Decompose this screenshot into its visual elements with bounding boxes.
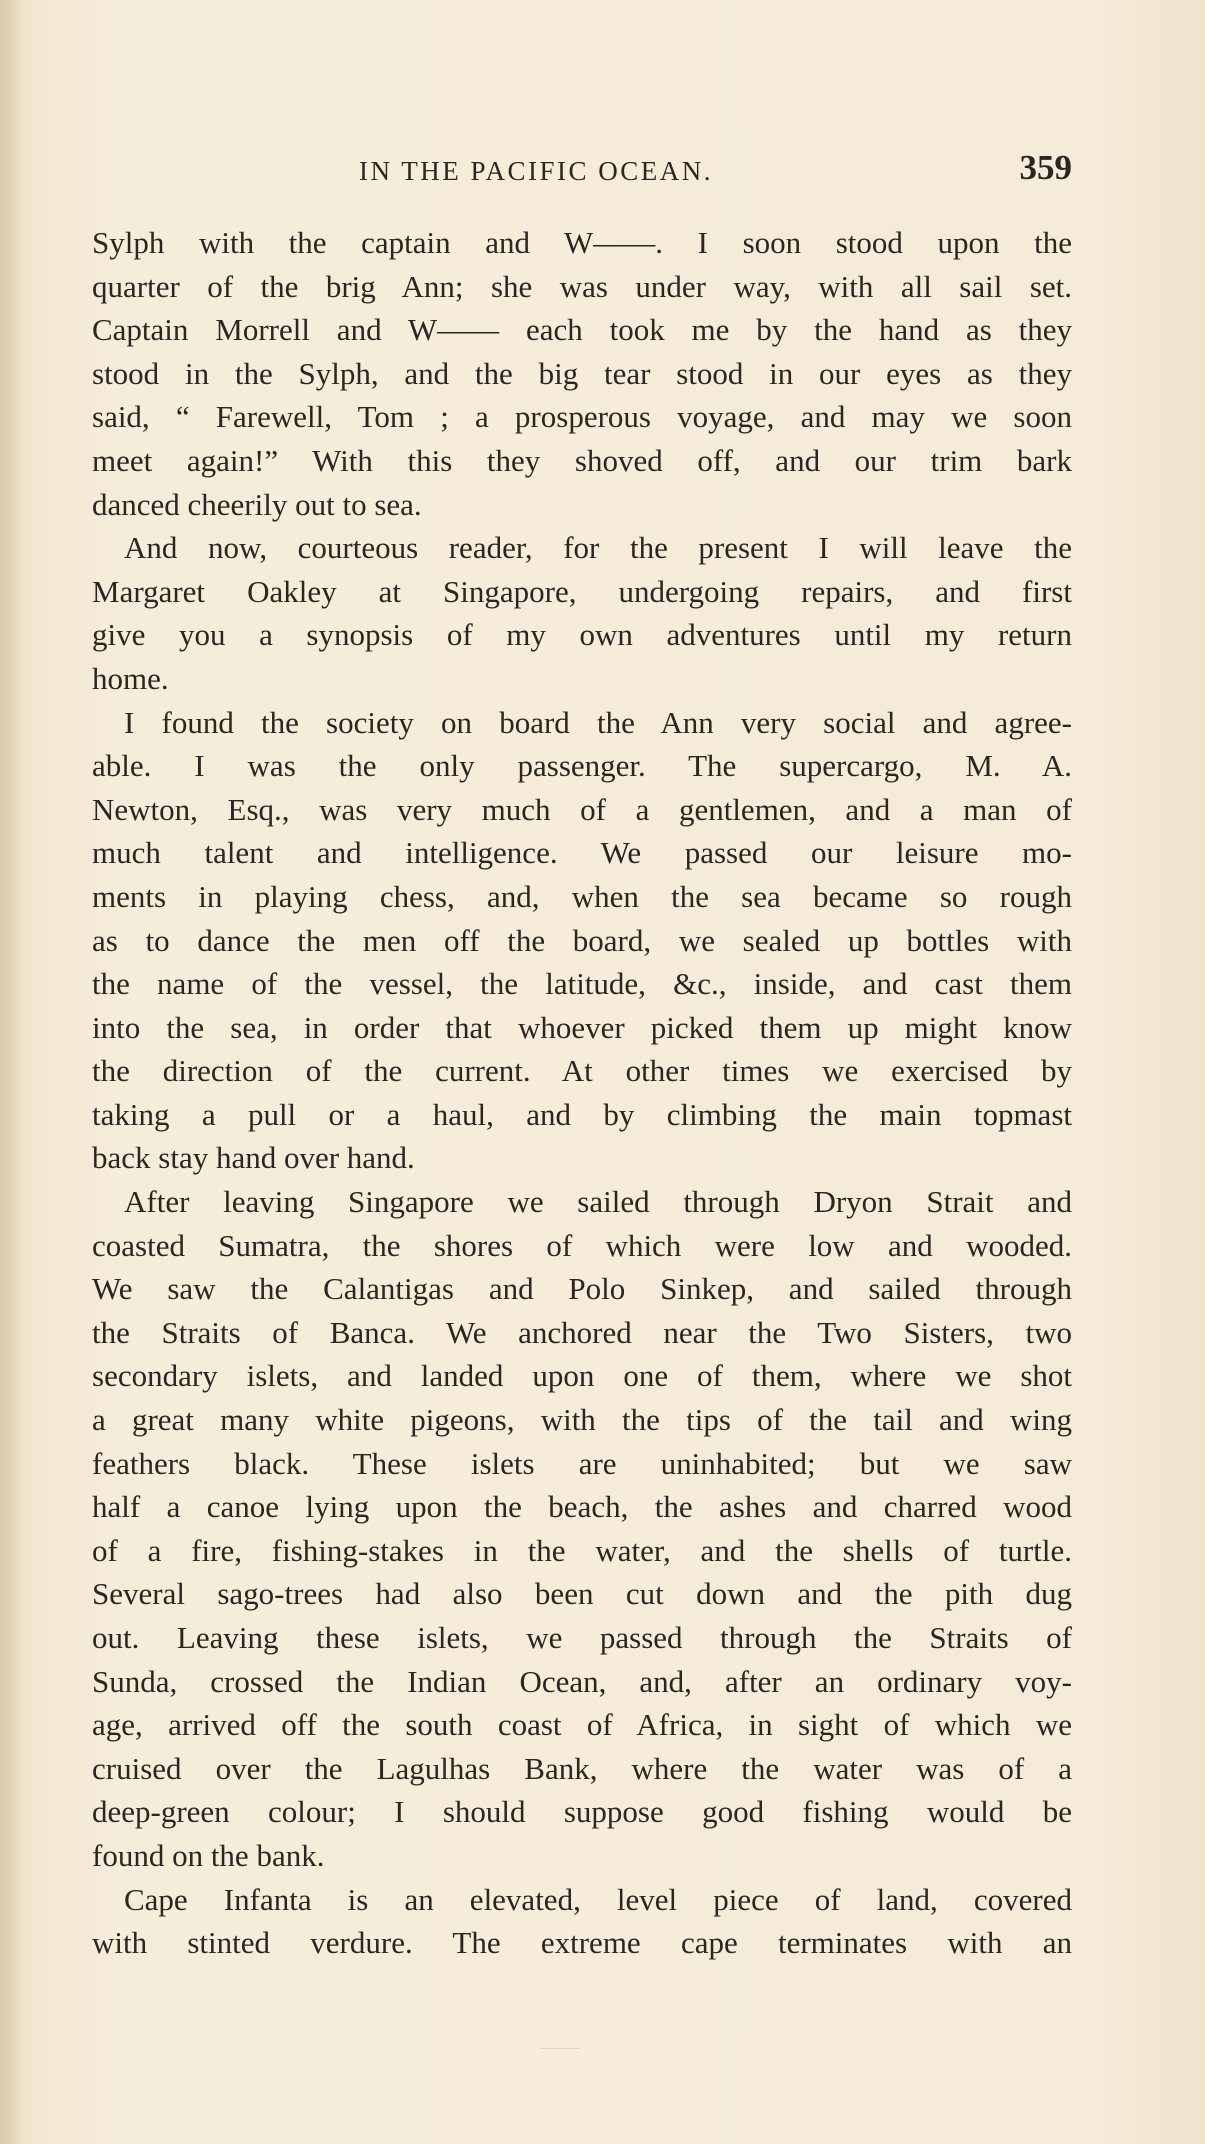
text-line: the Straits of Banca. We anchored near the Two Sisters, two <box>92 1314 1072 1350</box>
text-line: home. <box>92 660 169 696</box>
text-line: of a fire, fishing-stakes in the water, and the shells of turtle. <box>92 1532 1072 1568</box>
text-line: deep-green colour; I should suppose good fishing would be <box>92 1794 1072 1830</box>
text-line: feathers black. These islets are uninhabited; but we saw <box>92 1445 1072 1481</box>
text-line: Captain Morrell and W—— each took me by the hand as they <box>92 312 1072 348</box>
running-title: IN THE PACIFIC OCEAN. <box>358 156 714 186</box>
text-line: as to dance the men off the board, we sealed up bottles with <box>92 922 1072 958</box>
text-line: taking a pull or a haul, and by climbing the main topmast <box>92 1096 1072 1132</box>
text-line: the direction of the current. At other times we exercised by <box>92 1053 1072 1089</box>
text-line: coasted Sumatra, the shores of which were low and wooded. <box>92 1227 1072 1263</box>
text-line: a great many white pigeons, with the tips of the tail and wing <box>92 1402 1072 1438</box>
text-line: Margaret Oakley at Singapore, undergoing repairs, and first <box>92 573 1072 609</box>
text-line: into the sea, in order that whoever picked them up might know <box>92 1009 1072 1045</box>
text-line: Sunda, crossed the Indian Ocean, and, after an ordinary voy- <box>92 1663 1072 1699</box>
text-line: meet again!” With this they shoved off, and our trim bark <box>92 442 1072 478</box>
text-line: Newton, Esq., was very much of a gentlemen, and a man of <box>92 791 1072 827</box>
text-line: back stay hand over hand. <box>92 1140 415 1176</box>
paragraph-start: Cape Infanta is an elevated, level piece of land, covered <box>124 1881 1072 1917</box>
text-line: able. I was the only passenger. The supercargo, M. A. <box>92 748 1072 784</box>
text-line: quarter of the brig Ann; she was under way, with all sail set. <box>92 268 1072 304</box>
paragraph-start: After leaving Singapore we sailed through Dryon Strait and <box>124 1184 1072 1220</box>
text-line: danced cheerily out to sea. <box>92 486 422 522</box>
body-text <box>92 221 1072 1965</box>
text-line: give you a synopsis of my own adventures until my return <box>92 617 1072 653</box>
paragraph-start: I found the society on board the Ann very social and agree- <box>124 704 1072 740</box>
text-line: the name of the vessel, the latitude, &c., inside, and cast them <box>92 966 1072 1002</box>
text-line: age, arrived off the south coast of Africa, in sight of which we <box>92 1707 1072 1743</box>
text-line: half a canoe lying upon the beach, the ashes and charred wood <box>92 1489 1072 1525</box>
text-line: found on the bank. <box>92 1837 325 1873</box>
page-number: 359 <box>1019 148 1072 187</box>
text-line: stood in the Sylph, and the big tear stood in our eyes as they <box>92 355 1072 391</box>
paper-mark <box>540 2048 580 2049</box>
text-line: Sylph with the captain and W——. I soon stood upon the <box>92 225 1072 260</box>
running-head <box>96 148 1072 188</box>
text-line: Several sago-trees had also been cut down and the pith dug <box>92 1576 1072 1612</box>
text-line: out. Leaving these islets, we passed through the Straits of <box>92 1620 1072 1655</box>
text-line: with stinted verdure. The extreme cape terminates with an <box>92 1925 1072 1961</box>
paragraph-start: And now, courteous reader, for the present I will leave the <box>124 530 1072 566</box>
text-line: cruised over the Lagulhas Bank, where the water was of a <box>92 1750 1072 1786</box>
text-line: much talent and intelligence. We passed our leisure mo- <box>92 835 1072 871</box>
text-line: secondary islets, and landed upon one of them, where we shot <box>92 1358 1072 1394</box>
text-line: We saw the Calantigas and Polo Sinkep, and sailed through <box>92 1271 1072 1307</box>
text-line: ments in playing chess, and, when the sea became so rough <box>92 878 1072 914</box>
text-line: said, “ Farewell, Tom ; a prosperous voyage, and may we soon <box>92 399 1072 435</box>
spine-shadow <box>0 0 22 2144</box>
